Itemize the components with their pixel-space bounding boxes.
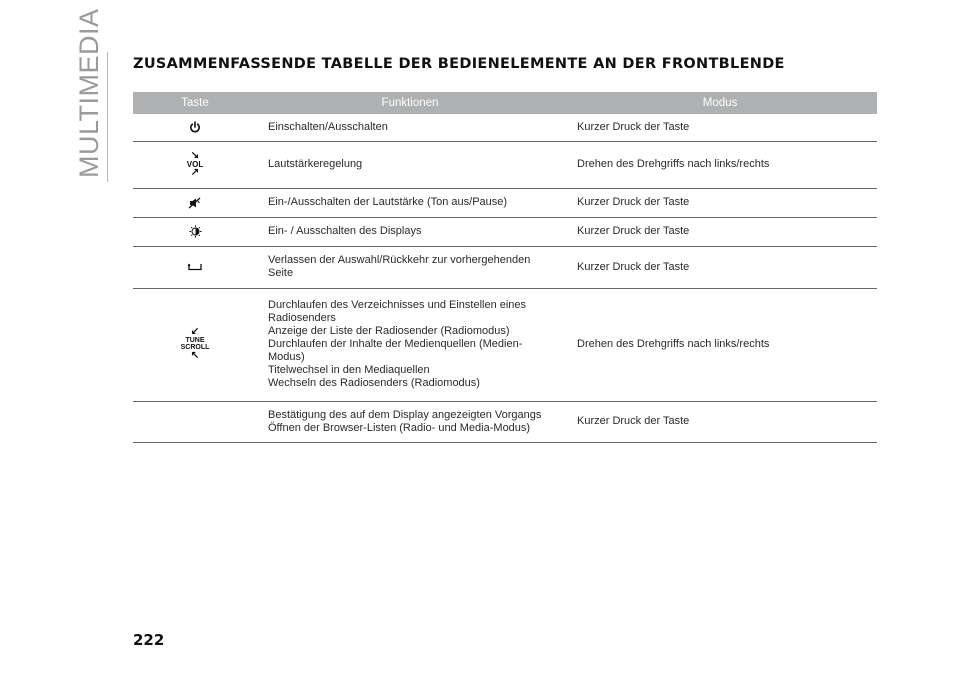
mode-cell: Kurzer Druck der Taste	[563, 217, 877, 246]
power-icon	[189, 121, 201, 133]
page-number: 222	[133, 631, 165, 649]
vol-knob-icon: ↘ VOL ↗	[186, 149, 204, 178]
table-row	[133, 246, 877, 288]
icon-cell	[133, 114, 257, 141]
function-cell: Ein-/Ausschalten der Lautstärke (Ton aus/Pause)	[257, 188, 563, 217]
icon-cell	[133, 401, 257, 442]
mode-cell: Kurzer Druck der Taste	[563, 246, 877, 288]
header-modus: Modus	[563, 92, 877, 114]
mode-cell: Kurzer Druck der Taste	[563, 114, 877, 141]
table-row	[133, 188, 877, 217]
function-cell: Durchlaufen des Verzeichnisses und Einstellen eines Radiosenders Anzeige der Liste der Radiosender (Radiomodus) Durchlaufen der Inhalte der Medienquellen (Medien- Modus) Titelwechsel in den Mediaquellen Wechseln des Radiosenders (Radiomodus)	[257, 288, 563, 401]
function-cell: Lautstärkeregelung	[257, 141, 563, 188]
page-title: ZUSAMMENFASSENDE TABELLE DER BEDIENELEMENTE AN DER FRONTBLENDE	[133, 56, 785, 72]
mode-cell: Kurzer Druck der Taste	[563, 188, 877, 217]
icon-cell	[133, 246, 257, 288]
icon-cell	[133, 217, 257, 246]
header-taste: Taste	[133, 92, 257, 114]
icon-cell	[133, 288, 257, 401]
table-header-row	[133, 92, 877, 114]
mode-cell: Drehen des Drehgriffs nach links/rechts	[563, 141, 877, 188]
table-row	[133, 217, 877, 246]
function-cell: Verlassen der Auswahl/Rückkehr zur vorhergehenden Seite	[257, 246, 563, 288]
section-label: MULTIMEDIA	[74, 8, 104, 178]
icon-cell	[133, 188, 257, 217]
tune-scroll-knob-icon: ↙ TUNE SCROLL ↖	[180, 326, 210, 361]
controls-table	[133, 92, 877, 443]
function-cell: Einschalten/Ausschalten	[257, 114, 563, 141]
table-row	[133, 141, 877, 188]
mode-cell: Kurzer Druck der Taste	[563, 401, 877, 442]
back-icon	[188, 263, 202, 271]
header-funktionen: Funktionen	[257, 92, 563, 114]
table-row	[133, 288, 877, 401]
mute-icon	[188, 197, 202, 209]
table-row	[133, 401, 877, 442]
function-cell: Bestätigung des auf dem Display angezeigten Vorgangs Öffnen der Browser-Listen (Radio- und Media-Modus)	[257, 401, 563, 442]
mode-cell: Drehen des Drehgriffs nach links/rechts	[563, 288, 877, 401]
icon-cell	[133, 141, 257, 188]
display-brightness-icon	[189, 225, 202, 238]
section-divider	[107, 52, 108, 182]
function-cell: Ein- / Ausschalten des Displays	[257, 217, 563, 246]
table-row	[133, 114, 877, 141]
